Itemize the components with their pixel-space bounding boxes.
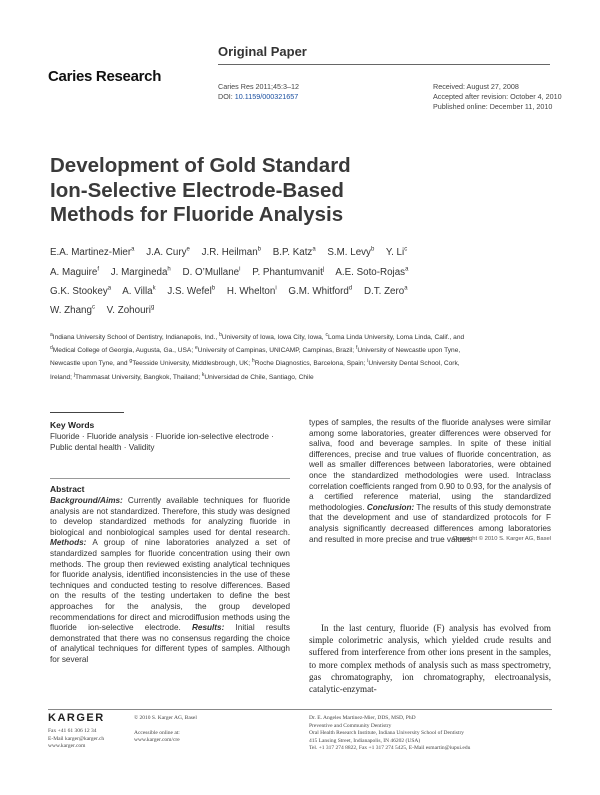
author-affiliation-mark: a	[312, 247, 316, 253]
affiliation-text: University of Campinas, UNICAMP, Campinas, Brazil;	[197, 347, 356, 355]
author-name: V. Zohouri$^g$	[106, 304, 155, 317]
results-text-continued: types of samples, the results of the fluoride analyses were similar among some laboratories, greater differences were observed for saliva, food and beverage samples. In spite of these initial differences, precise and true values of fluoride concentration, as well as smaller differences between laboratories, were obtained once the standardized methodologies were used. Intraclass correlation coefficients ranged from 0.90 to 0.93, for the analysis of a certified reference material, using the standardized methodologies.	[309, 418, 551, 512]
author-name: J. Margineda$^h$	[110, 266, 171, 278]
author-name: G.M. Whitford$^d$	[288, 285, 353, 297]
affiliation-mark: k	[201, 371, 205, 378]
received-date: Received: August 27, 2008	[433, 82, 519, 91]
affiliation-text: Thammasat University, Bangkok, Thailand;	[74, 373, 202, 381]
journal-name: Caries Research	[48, 68, 162, 85]
abstract-heading: Abstract	[50, 484, 85, 494]
results-text: Initial results demonstrated that there was no consensus regarding the choice of analytical techniques for different types of samples. Although for several	[50, 623, 290, 664]
abstract-copyright: Copyright © 2010 S. Karger AG, Basel	[452, 536, 551, 543]
author-name: A. Maguire$^f$	[50, 266, 100, 278]
doi-label: DOI:	[218, 92, 235, 101]
results-label: Results:	[192, 623, 225, 633]
affiliation-text: University of Iowa, Iowa City, Iowa,	[221, 334, 326, 342]
background-label: Background/Aims:	[50, 496, 123, 505]
key-words-heading: Key Words	[50, 420, 95, 430]
affiliation-text: University Dental School, Cork, Ireland;	[50, 360, 460, 381]
copyright-block	[134, 715, 294, 745]
author-list	[50, 242, 460, 319]
author-name: W. Zhang$^c$	[50, 304, 95, 317]
corr-addr: 415 Lansing Street, Indianapolis, IN 46202 (USA)	[309, 737, 421, 744]
title-line: Ion-Selective Electrode-Based	[50, 178, 344, 202]
accessible-url[interactable]: www.karger.com/cre	[134, 737, 180, 744]
correspondence-block	[309, 715, 554, 753]
author-affiliation-mark: j	[322, 266, 325, 273]
key-words-section	[50, 420, 290, 453]
affiliation-mark: e	[195, 345, 198, 352]
author-name: B.P. Katz$^a$	[272, 247, 316, 259]
affiliation-text: University of Newcastle upon Tyne, Newcastle upon Tyne, and	[50, 347, 461, 368]
publisher-contact	[48, 728, 128, 751]
methods-label: Methods:	[50, 538, 87, 548]
affiliation-text: Universidad de Chile, Santiago, Chile	[204, 373, 314, 381]
author-affiliation-mark: c	[404, 247, 408, 253]
affiliation-mark: a	[50, 332, 53, 338]
affiliation-text: Indiana University School of Dentistry, Indianapolis, Ind.,	[52, 334, 220, 342]
published-date: Published online: December 11, 2010	[433, 102, 553, 111]
author-affiliation-mark: b	[211, 285, 216, 292]
affiliation-mark: d	[50, 345, 53, 352]
doi-line	[218, 92, 418, 102]
author-name: E.A. Martinez-Mier$^a$	[50, 247, 135, 259]
affiliation-mark: f	[355, 345, 358, 352]
abstract-rule	[50, 478, 290, 479]
author-affiliation-mark: a	[107, 285, 112, 292]
affiliation-mark: i	[367, 358, 369, 365]
author-name: A.E. Soto-Rojas$^a$	[335, 266, 409, 278]
affiliation-text: Roche Diagnostics, Barcelona, Spain;	[254, 360, 368, 368]
author-affiliation-mark: h	[167, 266, 171, 273]
publisher-email: E-Mail karger@karger.ch	[48, 735, 105, 742]
background-text: Currently available techniques for fluoride analysis are not standardized. Therefore, this study was designed to develop standardized methods for analyzing fluoride in biological and nonbiological samples used for dental research.	[50, 496, 290, 537]
author-name: D. O’Mullane$^i$	[182, 266, 241, 278]
affiliation-mark: h	[251, 358, 255, 365]
affiliation-text: Teesside University, Middlesbrough, UK;	[132, 360, 252, 368]
author-name: D.T. Zero$^a$	[363, 285, 408, 297]
author-affiliation-mark: a	[405, 266, 409, 273]
publisher-web: www.karger.com	[48, 743, 86, 750]
corr-name: Dr. E. Angeles Martinez-Mier, DDS, MSD, PhD	[309, 715, 416, 721]
author-name: G.K. Stookey$^a$	[50, 285, 112, 297]
author-affiliation-mark: f	[97, 266, 100, 273]
abstract-text-left	[50, 496, 290, 666]
accessible-label: Accessible online at:	[134, 729, 180, 736]
author-affiliation-mark: i	[275, 285, 277, 292]
dates-block	[433, 82, 573, 112]
introduction	[309, 622, 551, 695]
key-words-rule	[50, 412, 124, 413]
author-name: Y. Li$^c$	[385, 247, 408, 259]
author-affiliation-mark: k	[152, 285, 156, 292]
author-affiliation-mark: a	[131, 247, 135, 253]
corr-contact: Tel. +1 317 274 8822, Fax +1 317 274 5425, E-Mail esmartin@iupui.edu	[309, 745, 471, 752]
abstract-text-right	[309, 418, 551, 545]
abstract-continued	[309, 418, 551, 542]
author-affiliation-mark: e	[186, 247, 190, 253]
header-rule	[218, 64, 550, 65]
conclusion-text: The results of this study demonstrate that the development and use of standardized protocols for F analysis significantly decreased differences among laboratories and resulted in more precise and true values.	[309, 502, 552, 544]
article-title	[50, 154, 470, 228]
author-name: P. Phantumvanit$^j$	[252, 266, 325, 278]
conclusion-label: Conclusion:	[366, 502, 415, 512]
publisher-fax: Fax +41 61 306 12 34	[48, 728, 97, 734]
corr-inst: Oral Health Research Institute, Indiana University School of Dentistry	[309, 730, 465, 737]
author-affiliation-mark: a	[404, 285, 408, 292]
author-affiliation-mark: c	[91, 304, 95, 311]
author-name: A. Villa$^k$	[122, 285, 156, 297]
author-name: J.A. Cury$^e$	[146, 247, 190, 259]
key-words-text: Fluoride · Fluoride analysis · Fluoride ion-selective electrode · Public dental health · Validity	[50, 432, 274, 452]
affiliation-mark: g	[129, 358, 133, 365]
accepted-date: Accepted after revision: October 4, 2010	[433, 92, 562, 101]
title-line: Methods for Fluoride Analysis	[50, 203, 344, 226]
title-line: Development of Gold Standard	[50, 154, 351, 177]
publisher-logo: KARGER	[48, 712, 105, 724]
author-affiliation-mark: g	[150, 304, 155, 311]
abstract-section	[50, 484, 290, 666]
corr-dept: Preventive and Community Dentistry	[309, 722, 392, 729]
affiliation-mark: j	[73, 371, 75, 378]
methods-text: A group of nine laboratories analyzed a set of standardized samples for fluoride concentration using their own methods. The group then reviewed existing analytical techniques for fluoride analysis, identified inconsistencies in the use of these techniques and conducted testing to resolve differences. Based on the results of the testing undertaken to define the best approaches for the analysis, the group developed recommendations for direct and microdiffusion methods using the fluoride ion-selective electrode.	[50, 538, 290, 633]
affiliations	[50, 330, 470, 383]
affiliation-mark: c	[325, 332, 328, 338]
author-affiliation-mark: b	[370, 247, 375, 253]
footer-copyright: © 2010 S. Karger AG, Basel	[134, 715, 197, 721]
author-name: S.M. Levy$^b$	[327, 247, 375, 259]
citation-block	[218, 82, 418, 102]
paper-type-label: Original Paper	[218, 44, 307, 59]
affiliation-mark: b	[219, 332, 222, 338]
citation: Caries Res 2011;45:3–12	[218, 82, 299, 91]
affiliation-text: Loma Linda University, Loma Linda, Calif., and	[327, 334, 465, 342]
affiliation-text: Medical College of Georgia, Augusta, Ga., USA;	[52, 347, 195, 355]
author-affiliation-mark: d	[348, 285, 353, 292]
author-affiliation-mark: i	[239, 266, 241, 273]
author-affiliation-mark: b	[257, 247, 261, 253]
doi-link[interactable]: 10.1159/000321657	[234, 92, 299, 101]
author-name: J.S. Wefel$^b$	[167, 285, 216, 297]
author-name: H. Whelton$^i$	[226, 285, 277, 297]
intro-text: In the last century, fluoride (F) analysis has evolved from simple colorimetric analysis, which yielded crude results and suffered from interference from other ions present in the samples, to more complex methods of analysis such as mass spectrometry, gas chromatography, ion chromatography, electroanalysis, catalytic-enzymat-	[309, 623, 551, 695]
footer-rule	[48, 709, 552, 710]
author-name: J.R. Heilman$^b$	[201, 247, 261, 259]
